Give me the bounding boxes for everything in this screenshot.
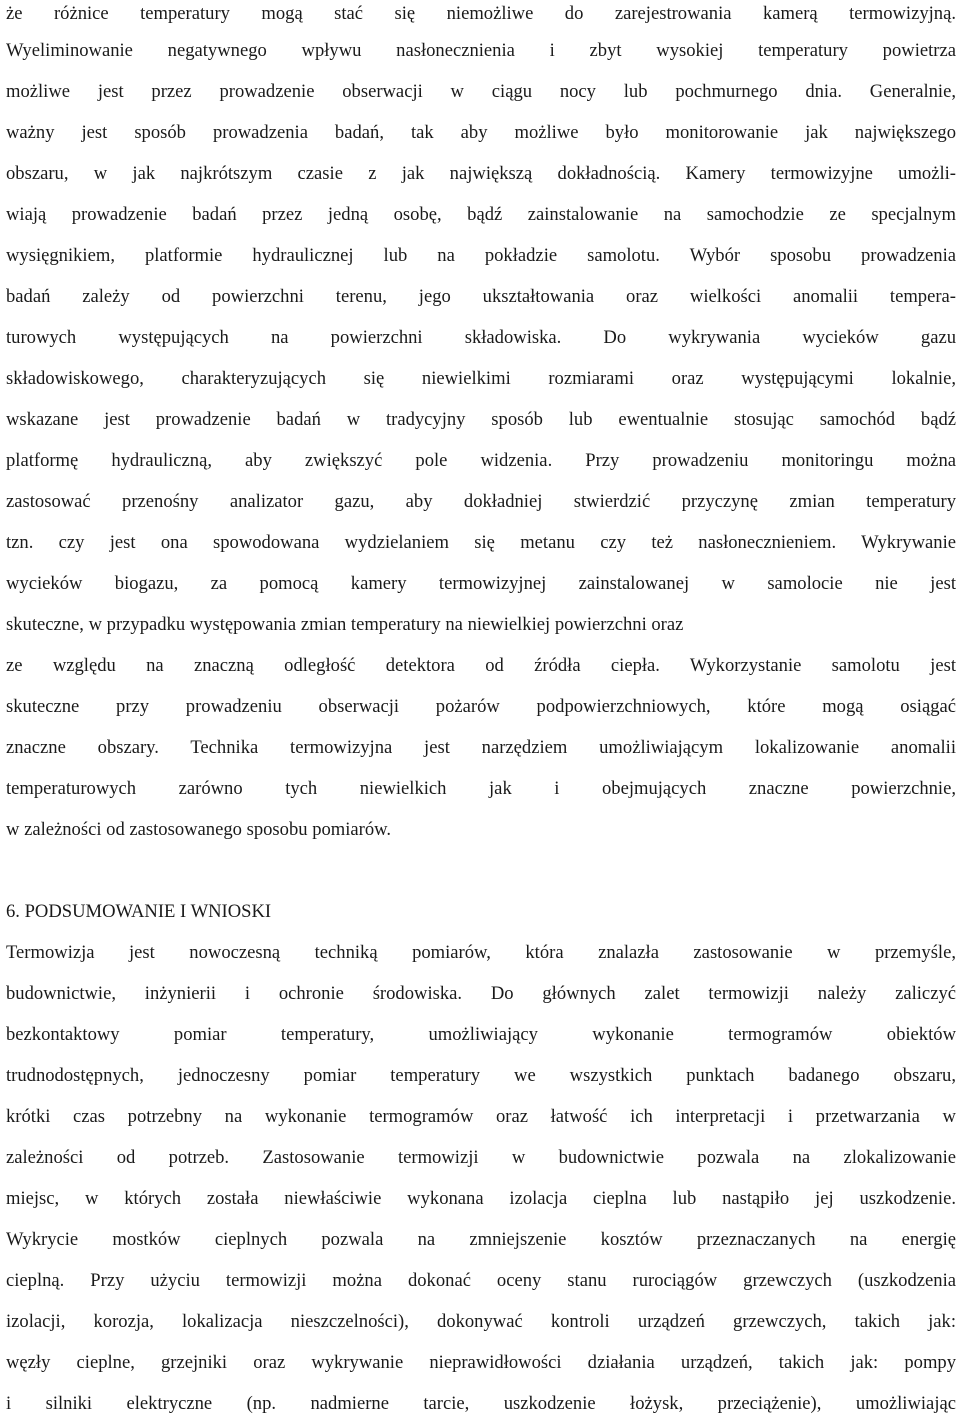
text-line: wysięgnikiem, platformie hydraulicznej lub na pokładzie samolotu. Wybór sposobu prowadzenia	[6, 245, 956, 266]
text-line: platformę hydrauliczną, aby zwiększyć pole widzenia. Przy prowadzeniu monitoringu można	[6, 450, 956, 471]
text-line: izolacji, korozja, lokalizacja nieszczelności), dokonywać kontroli urządzeń grzewczych, takich jak:	[6, 1311, 956, 1332]
text-line: że różnice temperatury mogą stać się niemożliwe do zarejestrowania kamerą termowizyjną.	[6, 3, 956, 24]
text-line: i silniki elektryczne (np. nadmierne tarcie, uszkodzenie łożysk, przeciążenie), umożliwiając	[6, 1393, 956, 1414]
text-line: znaczne obszary. Technika termowizyjna jest narzędziem umożliwiającym lokalizowanie anomalii	[6, 737, 956, 758]
text-line: Termowizja jest nowoczesną techniką pomiarów, która znalazła zastosowanie w przemyśle,	[6, 942, 956, 963]
text-line: miejsc, w których została niewłaściwie wykonana izolacja cieplna lub nastąpiło jej uszkodzenie.	[6, 1188, 956, 1209]
text-line: zależności od potrzeb. Zastosowanie termowizji w budownictwie pozwala na zlokalizowanie	[6, 1147, 956, 1168]
text-line: zastosować przenośny analizator gazu, aby dokładniej stwierdzić przyczynę zmian temperatury	[6, 491, 956, 512]
text-line: wskazane jest prowadzenie badań w tradycyjny sposób lub ewentualnie stosując samochód bądź	[6, 409, 956, 430]
text-line: trudnodostępnych, jednoczesny pomiar temperatury we wszystkich punktach badanego obszaru,	[6, 1065, 956, 1086]
text-line: możliwe jest przez prowadzenie obserwacji w ciągu nocy lub pochmurnego dnia. Generalnie,	[6, 81, 956, 102]
text-line: wycieków biogazu, za pomocą kamery termowizyjnej zainstalowanej w samolocie nie jest	[6, 573, 956, 594]
text-line: tzn. czy jest ona spowodowana wydzielaniem się metanu czy też nasłonecznieniem. Wykrywanie	[6, 532, 956, 553]
text-line: skuteczne przy prowadzeniu obserwacji pożarów podpowierzchniowych, które mogą osiągać	[6, 696, 956, 717]
text-line: skuteczne, w przypadku występowania zmian temperatury na niewielkiej powierzchni oraz	[6, 614, 684, 635]
text-line: węzły cieplne, grzejniki oraz wykrywanie nieprawidłowości działania urządzeń, takich jak: pompy	[6, 1352, 956, 1373]
section-heading: 6. PODSUMOWANIE I WNIOSKI	[6, 901, 272, 922]
text-line: bezkontaktowy pomiar temperatury, umożliwiający wykonanie termogramów obiektów	[6, 1024, 956, 1045]
text-line: krótki czas potrzebny na wykonanie termogramów oraz łatwość ich interpretacji i przetwarzania w	[6, 1106, 956, 1127]
text-line: badań zależy od powierzchni terenu, jego ukształtowania oraz wielkości anomalii tempera-	[6, 286, 956, 307]
text-line: Wykrycie mostków cieplnych pozwala na zmniejszenie kosztów przeznaczanych na energię	[6, 1229, 956, 1250]
text-line: w zależności od zastosowanego sposobu pomiarów.	[6, 819, 392, 840]
text-line: Wyeliminowanie negatywnego wpływu nasłonecznienia i zbyt wysokiej temperatury powietrza	[6, 40, 956, 61]
text-line: składowiskowego, charakteryzujących się niewielkimi rozmiarami oraz występującymi lokalnie,	[6, 368, 956, 389]
text-line: budownictwie, inżynierii i ochronie środowiska. Do głównych zalet termowizji należy zaliczyć	[6, 983, 956, 1004]
text-line: obszaru, w jak najkrótszym czasie z jak największą dokładnością. Kamery termowizyjne umożli-	[6, 163, 956, 184]
text-line: turowych występujących na powierzchni składowiska. Do wykrywania wycieków gazu	[6, 327, 956, 348]
text-line: temperaturowych zarówno tych niewielkich jak i obejmujących znaczne powierzchnie,	[6, 778, 956, 799]
text-line: ze względu na znaczną odległość detektora od źródła ciepła. Wykorzystanie samolotu jest	[6, 655, 956, 676]
text-line: wiają prowadzenie badań przez jedną osobę, bądź zainstalowanie na samochodzie ze specjalnym	[6, 204, 956, 225]
text-line: cieplną. Przy użyciu termowizji można dokonać oceny stanu rurociągów grzewczych (uszkodzenia	[6, 1270, 956, 1291]
text-line: ważny jest sposób prowadzenia badań, tak aby możliwe było monitorowanie jak największego	[6, 122, 956, 143]
